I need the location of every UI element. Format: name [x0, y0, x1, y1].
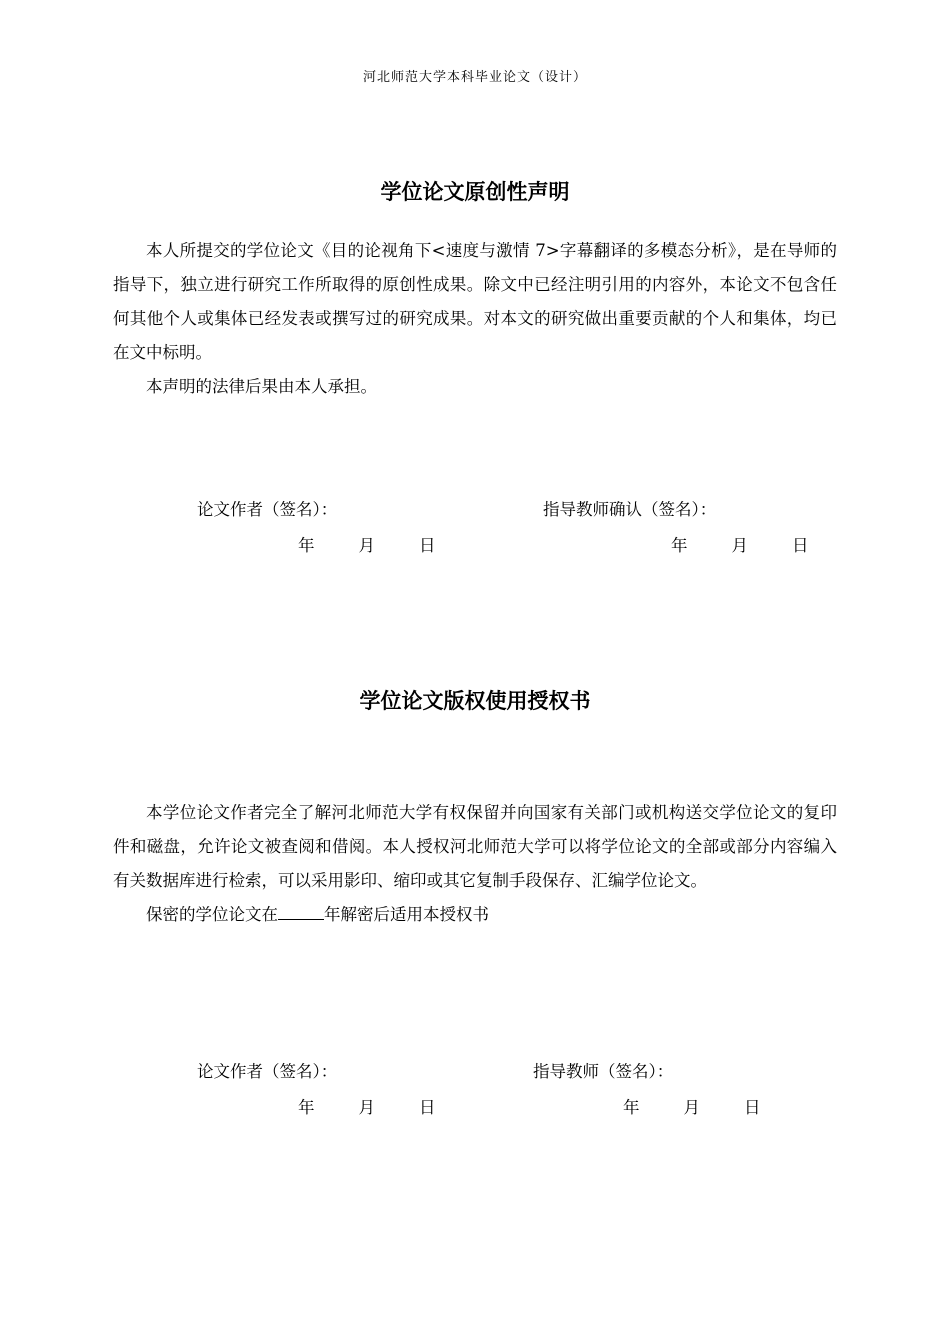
secrecy-prefix: 保密的学位论文在 — [146, 905, 278, 924]
page-header: 河北师范大学本科毕业论文（设计） — [362, 70, 587, 85]
authorization-author-date — [298, 1094, 436, 1118]
month-label: 月 — [683, 1098, 700, 1117]
declaration-author-signature: 论文作者（签名）： — [197, 500, 338, 519]
secrecy-year-blank[interactable] — [278, 905, 324, 920]
declaration-paragraph-1: 本人所提交的学位论文《目的论视角下<速度与激情 7>字幕翻译的多模态分析》，是在导师的指导下，独立进行研究工作所取得的原创性成果。除文中已经注明引用的内容外，本论文不包含任何其他个人或集体已经发表或撰写过的研究成果。对本文的研究做出重要贡献的个人和集体，均已在文中标明。 — [113, 241, 837, 362]
declaration-advisor-signature: 指导教师确认（签名）： — [543, 500, 717, 519]
day-label: 日 — [744, 1098, 761, 1117]
declaration-advisor-date — [671, 532, 809, 556]
declaration-title: 学位论文原创性声明 — [380, 180, 570, 204]
day-label: 日 — [419, 1098, 436, 1117]
year-label: 年 — [671, 536, 688, 555]
year-label: 年 — [298, 536, 315, 555]
month-label: 月 — [358, 536, 375, 555]
declaration-paragraph-2: 本声明的法律后果由本人承担。 — [146, 377, 377, 396]
secrecy-line — [113, 898, 837, 932]
year-label: 年 — [298, 1098, 315, 1117]
month-label: 月 — [731, 536, 748, 555]
day-label: 日 — [792, 536, 809, 555]
authorization-title: 学位论文版权使用授权书 — [359, 689, 591, 713]
month-label: 月 — [358, 1098, 375, 1117]
declaration-author-date — [298, 532, 436, 556]
day-label: 日 — [419, 536, 436, 555]
year-label: 年 — [623, 1098, 640, 1117]
declaration-body — [113, 234, 837, 404]
authorization-body — [113, 796, 837, 932]
authorization-advisor-date — [623, 1094, 761, 1118]
secrecy-suffix: 年解密后适用本授权书 — [324, 905, 489, 924]
authorization-paragraph-1: 本学位论文作者完全了解河北师范大学有权保留并向国家有关部门或机构送交学位论文的复印件和磁盘，允许论文被查阅和借阅。本人授权河北师范大学可以将学位论文的全部或部分内容编入有关数据库进行检索，可以采用影印、缩印或其它复制手段保存、汇编学位论文。 — [113, 803, 837, 890]
authorization-advisor-signature: 指导教师（签名）： — [533, 1062, 674, 1081]
authorization-author-signature: 论文作者（签名）： — [197, 1062, 338, 1081]
